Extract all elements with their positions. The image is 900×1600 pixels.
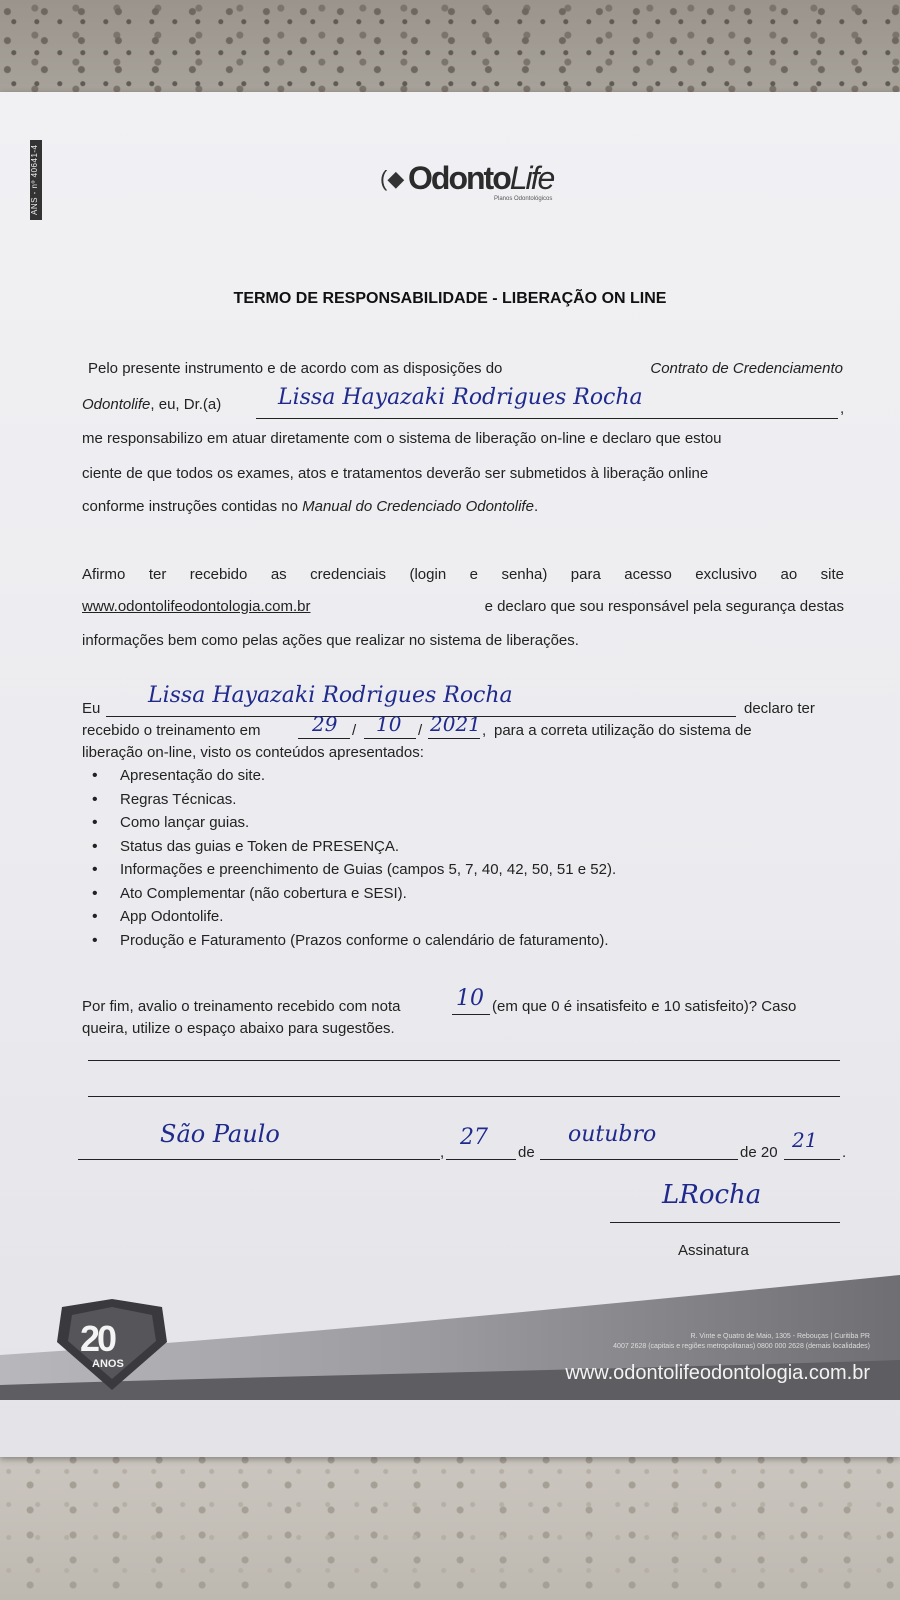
trainee-name-handwritten: Lissa Hayazaki Rodrigues Rocha [148,683,513,708]
list-item: • App Odontolife. [92,905,616,929]
p1-line3: me responsabilizo em atuar diretamente com o sistema de liberação on-line e declaro que estou [82,430,722,447]
training-day-handwritten: 29 [312,712,338,736]
city-handwritten: São Paulo [160,1120,280,1148]
day-line [446,1159,516,1160]
list-item: • Informações e preenchimento de Guias (campos 5, 7, 40, 42, 50, 51 e 52). [92,858,616,882]
document-title: TERMO DE RESPONSABILIDADE - LIBERAÇÃO ON LINE [233,290,667,307]
rating-line2: queira, utilize o espaço abaixo para sugestões. [82,1020,395,1037]
de-label-2: de 20 [740,1144,778,1161]
website-link[interactable]: www.odontolifeodontologia.com.br [82,598,311,615]
countertop-background-bottom [0,1455,900,1600]
rating-score-handwritten: 10 [456,986,484,1011]
eu-label: Eu [82,700,101,717]
p1-line1: Pelo presente instrumento e de acordo com as disposições do Contrato de Credenciamento [88,360,843,377]
p1-line5: conforme instruções contidas no Manual do Credenciado Odontolife. [82,498,539,515]
year-handwritten: 21 [792,1128,818,1152]
logo-mark-icon: (◆ [380,166,405,191]
list-item: • Como lançar guias. [92,811,616,835]
p2-line1: Afirmo ter recebido as credenciais (login e senha) para acesso exclusivo ao site [82,566,844,583]
de-label-1: de [518,1144,535,1161]
recebido-rest: para a correta utilização do sistema de [494,722,752,739]
rating-text-b: (em que 0 é insatisfeito e 10 satisfeito)? Caso [492,998,797,1015]
footer-website[interactable]: www.odontolifeodontologia.com.br [565,1362,870,1384]
signature-label: Assinatura [678,1242,749,1259]
list-item: • Status das guias e Token de PRESENÇA. [92,835,616,859]
month-handwritten: outubro [568,1122,657,1147]
p1-line2: Odontolife, eu, Dr.(a) [82,396,222,413]
signature-line [610,1222,840,1223]
training-month-handwritten: 10 [376,712,402,736]
countertop-background-top [0,0,900,100]
p2-line2: www.odontolifeodontologia.com.br e declaro que sou responsável pela segurança destas [82,598,844,615]
p2-line3: informações bem como pelas ações que realizar no sistema de liberações. [82,632,579,649]
ans-registration-tag: ANS - nº 40641-4 [30,140,42,220]
anniversary-number: 20 [80,1318,115,1359]
day-handwritten: 27 [460,1125,488,1150]
odontolife-logo [380,160,580,200]
training-year-handwritten: 2021 [430,712,481,736]
logo-name-main: Odonto [408,160,510,196]
month-line [540,1159,738,1160]
list-item: • Apresentação do site. [92,764,616,788]
footer-address: R. Vinte e Quatro de Maio, 1305 - Rebouças | Curitiba PR 4007 2628 (capitais e regiões metropolitanas) 0800 000 2628 (demais localidades) [613,1333,870,1350]
recebido-label: recebido o treinamento em [82,722,261,739]
rating-text-a: Por fim, avalio o treinamento recebido com nota [82,998,401,1015]
list-item: • Ato Complementar (não cobertura e SESI). [92,882,616,906]
dentist-name-handwritten: Lissa Hayazaki Rodrigues Rocha [278,385,643,410]
list-item: • Regras Técnicas. [92,788,616,812]
trainee-name-line [106,716,736,717]
suggestion-line-2 [88,1096,840,1097]
city-line [78,1159,440,1160]
dentist-name-line [256,418,838,419]
suggestion-line-1 [88,1060,840,1061]
year-line [784,1159,840,1160]
p1-line4: ciente de que todos os exames, atos e tratamentos deverão ser submetidos à liberação online [82,465,709,482]
rating-line [452,1014,490,1015]
topics-list [92,764,616,952]
declaro-ter-label: declaro ter [744,700,815,717]
logo-name-script: Life [509,160,554,196]
signature-handwritten: LRocha [662,1180,762,1210]
logo-tagline: Planos Odontológicos [494,196,553,202]
list-item: • Produção e Faturamento (Prazos conforme o calendário de faturamento). [92,929,616,953]
anniversary-label: ANOS [92,1358,124,1370]
p3-line3: liberação on-line, visto os conteúdos apresentados: [82,744,424,761]
